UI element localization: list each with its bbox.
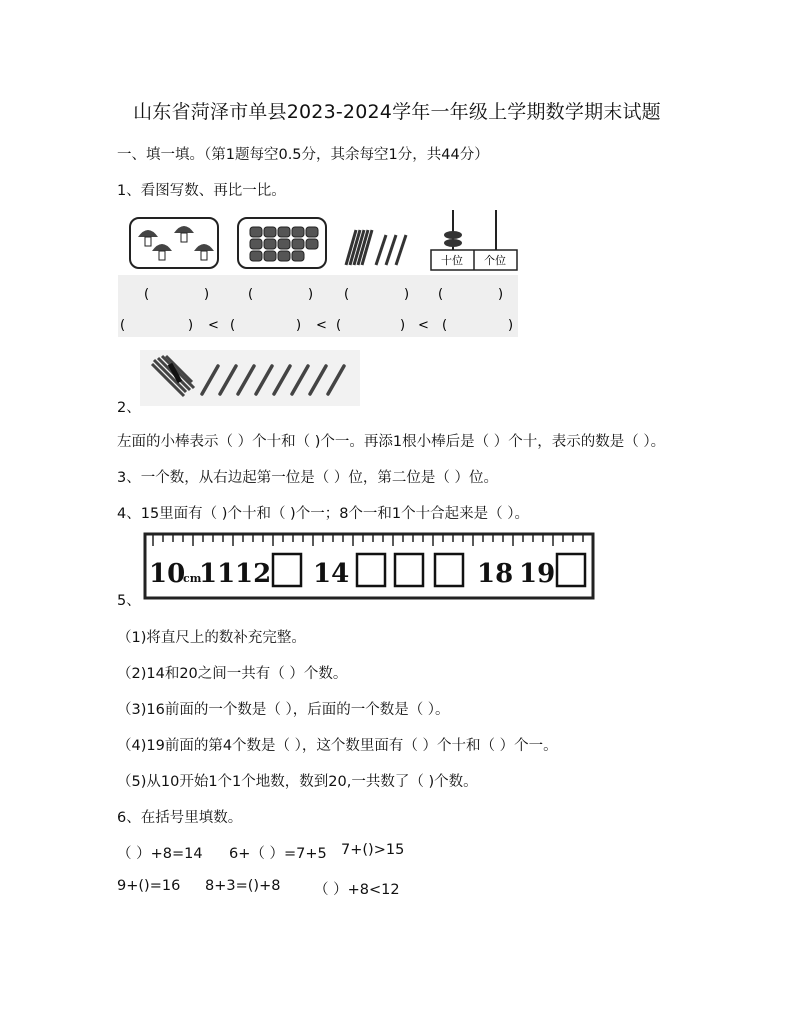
mushrooms-box xyxy=(130,218,218,268)
question-5-item-1: （1)将直尺上的数补充完整。 xyxy=(117,630,306,646)
section-heading: 一、填一填。（第1题每空0.5分，其余每空1分，共44分） xyxy=(117,147,489,163)
tens-place-label: 十位 xyxy=(441,254,463,267)
blank-open: ( xyxy=(344,287,350,302)
equation: （ ）+8<12 xyxy=(314,882,400,898)
blank-close: ) xyxy=(404,287,410,302)
ruler-number-18: 18 xyxy=(477,559,514,589)
mushroom-icon xyxy=(152,244,172,260)
less-than-sign: < xyxy=(208,318,219,333)
blank-open: ( xyxy=(144,287,150,302)
question-1-label: 1、看图写数、再比一比。 xyxy=(117,183,286,199)
equation: 8+3=()+8 xyxy=(205,878,281,894)
compare-close: ) xyxy=(188,318,194,333)
ruler-blank-box[interactable] xyxy=(395,554,423,586)
compare-close: ) xyxy=(508,318,514,333)
less-than-sign: < xyxy=(316,318,327,333)
ruler-number-11: 11 xyxy=(199,559,236,589)
mushroom-icon xyxy=(174,226,194,242)
ruler-blank-box[interactable] xyxy=(273,554,301,586)
compare-open: ( xyxy=(120,318,126,333)
question-5-item-4: （4)19前面的第4个数是（ ），这个数里面有（ ）个十和（ ）个一。 xyxy=(117,738,558,754)
ruler-number-12: 12 xyxy=(235,559,272,589)
blank-close: ) xyxy=(308,287,314,302)
single-sticks-icon xyxy=(376,235,406,265)
ruler-blank-box[interactable] xyxy=(435,554,463,586)
question-4-text: 4、15里面有（ )个十和（ )个一；8个一和1个十合起来是（ ）。 xyxy=(117,506,530,522)
abacus-icon xyxy=(431,210,517,270)
question-2-number: 2、 xyxy=(117,400,141,416)
compare-close: ) xyxy=(400,318,406,333)
equation: （ ）+8=14 xyxy=(117,846,203,862)
ruler-number-19: 19 xyxy=(519,559,556,589)
compare-open: ( xyxy=(336,318,342,333)
equation: 6+（ ）=7+5 xyxy=(229,846,327,862)
cakes-box xyxy=(238,218,326,268)
mushroom-icon xyxy=(138,230,158,246)
stick-bundle-icon xyxy=(346,230,372,265)
question-1-figure xyxy=(118,205,518,340)
blank-open: ( xyxy=(438,287,444,302)
question-2-text: 左面的小棒表示（ ）个十和（ )个一。再添1根小棒后是（ ）个十，表示的数是（ ）。 xyxy=(117,434,666,450)
ruler-figure xyxy=(143,532,595,600)
ruler-blank-box[interactable] xyxy=(357,554,385,586)
question-3-text: 3、一个数，从右边起第一位是（ ）位，第二位是（ ）位。 xyxy=(117,470,498,486)
question-5-item-2: （2)14和20之间一共有（ ）个数。 xyxy=(117,666,348,682)
compare-open: ( xyxy=(230,318,236,333)
equation: 7+()>15 xyxy=(341,842,405,858)
ruler-number-14: 14 xyxy=(313,559,350,589)
equation: 9+()=16 xyxy=(117,878,181,894)
blank-close: ) xyxy=(204,287,210,302)
question-5-item-3: （3)16前面的一个数是（ ），后面的一个数是（ ）。 xyxy=(117,702,450,718)
ruler-unit: cm xyxy=(183,572,202,585)
less-than-sign: < xyxy=(418,318,429,333)
blank-open: ( xyxy=(248,287,254,302)
compare-close: ) xyxy=(296,318,302,333)
question-2-figure xyxy=(140,350,360,406)
compare-open: ( xyxy=(442,318,448,333)
mushroom-icon xyxy=(194,244,214,260)
ruler-blank-box[interactable] xyxy=(557,554,585,586)
ones-place-label: 个位 xyxy=(484,254,506,267)
question-6-label: 6、在括号里填数。 xyxy=(117,810,243,826)
page-title: 山东省菏泽市单县2023-2024学年一年级上学期数学期末试题 xyxy=(133,101,661,123)
ruler-start-number: 10 xyxy=(149,559,186,589)
question-5-number: 5、 xyxy=(117,593,141,609)
blank-close: ) xyxy=(498,287,504,302)
question-5-item-5: （5)从10开始1个1个地数，数到20,一共数了（ )个数。 xyxy=(117,774,478,790)
